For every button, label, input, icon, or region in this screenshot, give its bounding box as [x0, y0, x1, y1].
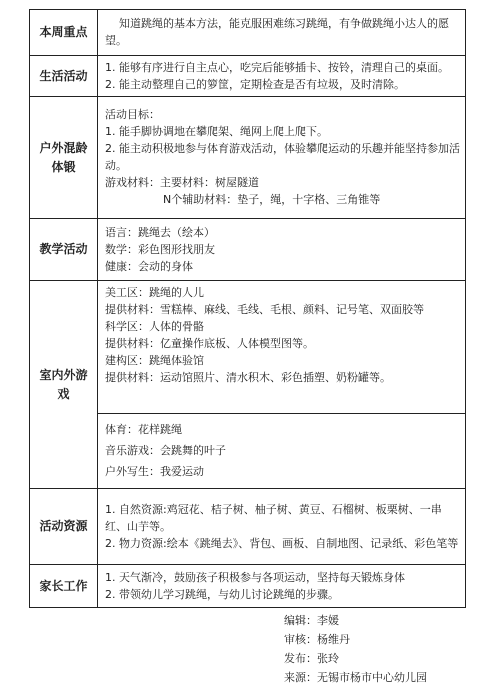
content-parent-work — [98, 565, 466, 608]
indoor-line: 科学区：人体的骨骼 — [105, 320, 204, 333]
content-activity-resources — [98, 489, 466, 565]
label-teaching-activities: 教学活动 — [30, 219, 98, 281]
resources-line: 2. 物力资源:绘本《跳绳去》、背包、画板、自制地图、记录纸、彩色笔等 — [105, 536, 459, 550]
focus-text: 知道跳绳的基本方法，能克服困难练习跳绳，有争做跳绳小达人的愿望。 — [105, 17, 449, 47]
row-life-activities — [30, 56, 466, 97]
indoor-line: 提供材料：雪糕棒、麻线、毛线、毛根、颜料、记号笔、双面胶等 — [105, 303, 424, 316]
indoor-line: 美工区：跳绳的人儿 — [105, 286, 204, 299]
credits-footer — [284, 611, 427, 687]
label-life-activities: 生活活动 — [30, 56, 98, 97]
row-outdoor-exercise — [30, 97, 466, 219]
content-weekly-focus — [98, 10, 466, 56]
teaching-line: 数学：彩色图形找朋友 — [105, 242, 215, 256]
outdoor-line: 游戏材料：主要材料：树屋隧道 — [105, 176, 259, 189]
game-line: 体育：花样跳绳 — [105, 423, 182, 436]
life-line: 2. 能主动整理自己的箩筐，定期检查是否有垃圾，及时清除。 — [105, 77, 405, 91]
outdoor-line: N个辅助材料：垫子，绳，十字格、三角锥等 — [163, 193, 381, 206]
reviewer-credit: 审核：杨维丹 — [284, 633, 350, 646]
row-activity-resources — [30, 489, 466, 565]
label-weekly-focus: 本周重点 — [30, 10, 98, 56]
game-line: 音乐游戏：会跳舞的叶子 — [105, 444, 226, 457]
outdoor-game-block — [98, 413, 465, 488]
outdoor-line: 2. 能主动积极地参与体育游戏活动，体验攀爬运动的乐趣并能坚持参加活动。 — [105, 142, 460, 172]
parents-line: 2. 带领幼儿学习跳绳，与幼儿讨论跳绳的步骤。 — [105, 587, 339, 601]
publisher-credit: 发布：张玲 — [284, 652, 339, 665]
resources-line: 1. 自然资源:鸡冠花、桔子树、柚子树、黄豆、石榴树、板栗树、一串红、山芋等。 — [105, 502, 442, 533]
content-indoor-outdoor-games — [98, 281, 466, 489]
indoor-line: 建构区：跳绳体验馆 — [105, 354, 204, 367]
content-outdoor-exercise — [98, 97, 466, 219]
label-activity-resources: 活动资源 — [30, 489, 98, 565]
teaching-line: 语言：跳绳去（绘本） — [105, 225, 215, 239]
indoor-line: 提供材料：亿童操作底板、人体模型图等。 — [105, 337, 314, 350]
teaching-line: 健康：会动的身体 — [105, 259, 193, 273]
life-line: 1. 能够有序进行自主点心，吃完后能够插卡、按铃，清理自己的桌面。 — [105, 60, 449, 74]
indoor-line: 提供材料：运动馆照片、清水积木、彩色插塑、奶粉罐等。 — [105, 371, 391, 384]
editor-credit: 编辑：李媛 — [284, 614, 339, 627]
indoor-area-block — [98, 281, 465, 413]
row-indoor-outdoor-games — [30, 281, 466, 489]
outdoor-line: 活动目标： — [105, 108, 160, 121]
source-credit: 来源：无锡市杨市中心幼儿园 — [284, 671, 427, 684]
parents-line: 1. 天气渐冷，鼓励孩子积极参与各项运动，坚持每天锻炼身体 — [105, 570, 405, 584]
label-parent-work: 家长工作 — [30, 565, 98, 608]
content-teaching-activities — [98, 219, 466, 281]
weekly-plan-table — [29, 9, 466, 608]
row-parent-work — [30, 565, 466, 608]
game-line: 户外写生：我爱运动 — [105, 465, 204, 478]
content-life-activities — [98, 56, 466, 97]
outdoor-line: 1. 能手脚协调地在攀爬架、绳网上爬上爬下。 — [105, 125, 328, 138]
row-weekly-focus — [30, 10, 466, 56]
row-teaching-activities — [30, 219, 466, 281]
label-outdoor-exercise: 户外混龄体锻 — [30, 97, 98, 219]
label-indoor-outdoor-games: 室内外游戏 — [30, 281, 98, 489]
